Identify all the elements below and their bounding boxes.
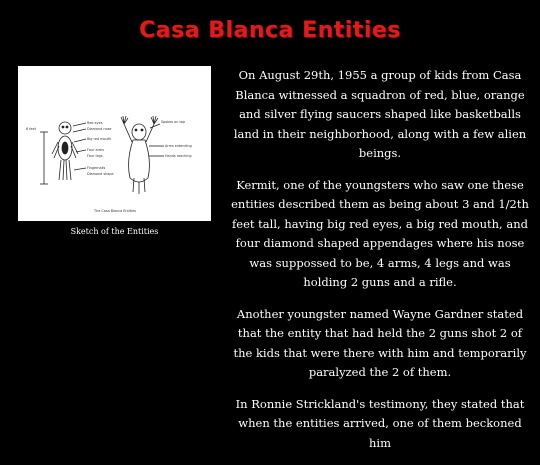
svg-text:The Casa Blanca Entities: The Casa Blanca Entities bbox=[94, 209, 136, 213]
svg-text:Arms extending: Arms extending bbox=[165, 144, 192, 148]
entity-sketch-image bbox=[18, 66, 211, 221]
sketch-caption: Sketch of the Entities bbox=[70, 227, 159, 236]
svg-text:Fingernails: Fingernails bbox=[87, 166, 106, 170]
sketch-drawing bbox=[18, 66, 211, 221]
article-paragraph: On August 29th, 1955 a group of kids from Casa Blanca witnessed a squadron of red, blue, orange and silver flying saucers shaped like basketballs land in their neighborhood, along with a few alien beings. bbox=[233, 68, 527, 160]
article-paragraph: Another youngster named Wayne Gardner stated that the entity that had held the 2 guns shot 2 of the kids that were there with him and temporarily paralyzed the 2 of them. bbox=[233, 306, 527, 379]
svg-text:Diamond nose: Diamond nose bbox=[87, 127, 112, 131]
article-paragraph: In Ronnie Strickland's testimony, they stated that when the entities arrived, one of them beckoned him bbox=[235, 396, 525, 450]
page-title: Casa Blanca Entities bbox=[139, 18, 401, 43]
svg-text:Four arms: Four arms bbox=[87, 148, 105, 152]
article-paragraph: Kermit, one of the youngsters who saw one these entities described them as being about 3 and 1/2th feet tall, having big red eyes, a big red mouth, and four diamond shaped appendages where his nose was suppossed to be, 4 arms, 4 legs and was holding 2 guns and a rifle. bbox=[231, 177, 529, 289]
svg-text:Four legs: Four legs bbox=[87, 154, 103, 158]
svg-text:Diamond shape: Diamond shape bbox=[87, 172, 114, 176]
sketch-figure bbox=[18, 66, 211, 237]
svg-text:6 feet: 6 feet bbox=[26, 127, 36, 131]
svg-text:Hands reaching: Hands reaching bbox=[165, 154, 192, 158]
article-body bbox=[230, 66, 530, 465]
svg-text:Red eyes: Red eyes bbox=[87, 121, 103, 125]
svg-text:Spokes on top: Spokes on top bbox=[161, 120, 186, 124]
svg-text:Big red mouth: Big red mouth bbox=[87, 137, 112, 141]
